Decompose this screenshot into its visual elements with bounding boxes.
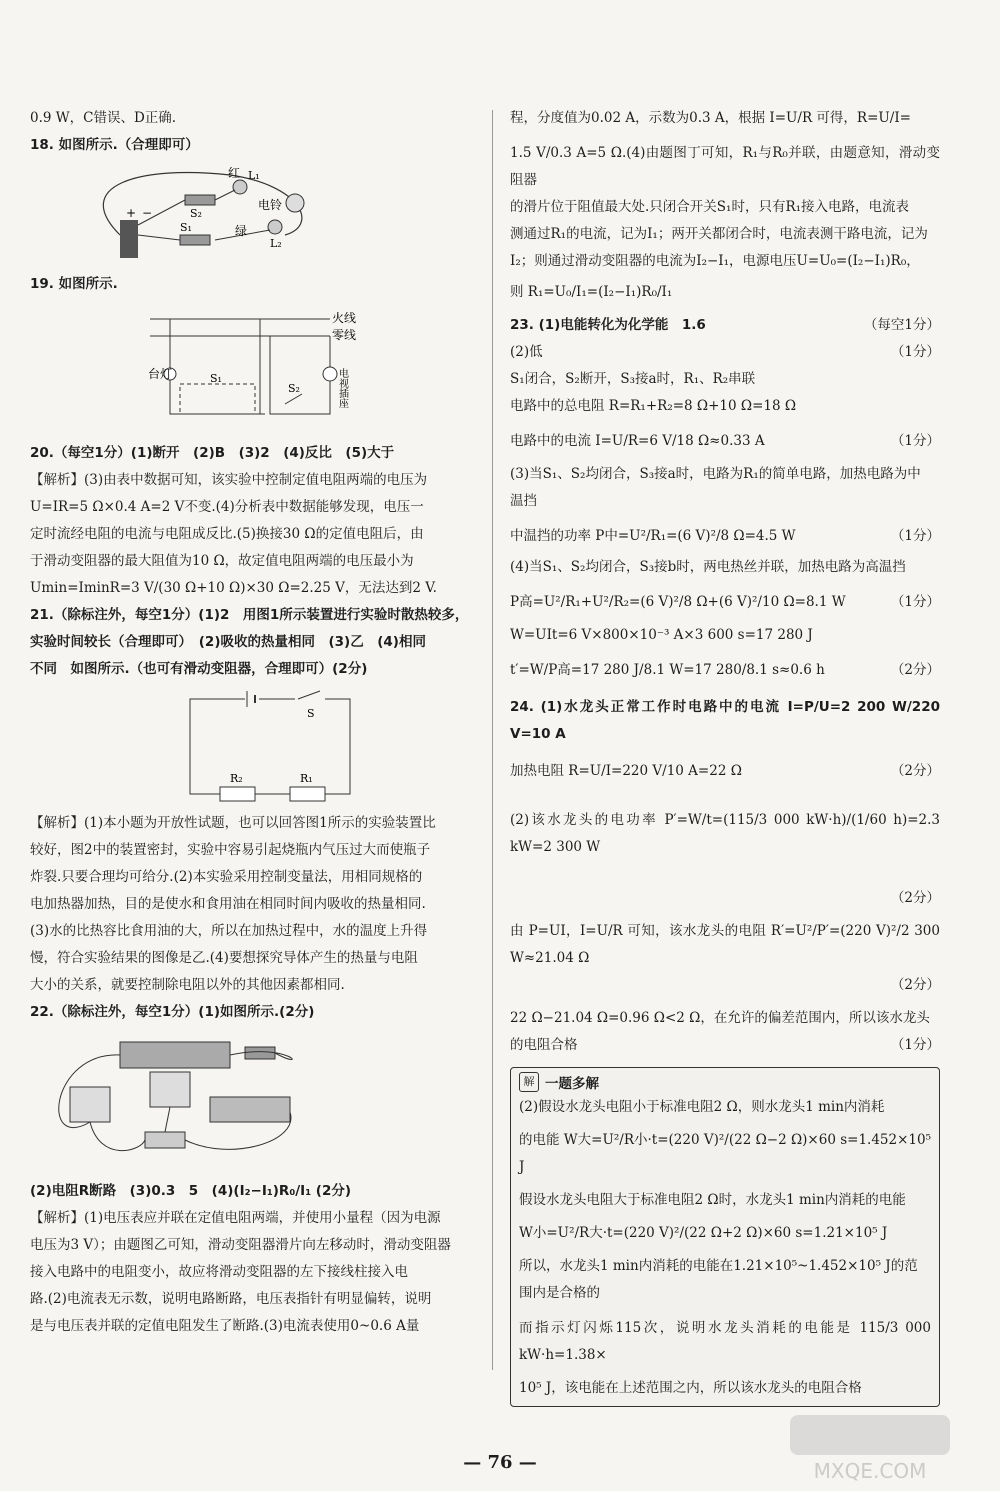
l1-label: L₁ [248, 169, 260, 182]
tv-socket-icon [323, 367, 337, 381]
resistor-r1 [290, 787, 325, 801]
text-line: (3)水的比热容比食用油的大，所以在加热过程中，水的温度上升得 [30, 923, 428, 939]
text-line: 0.9 W，C错误、D正确. [30, 110, 177, 126]
answer-row [510, 339, 940, 366]
answer-row [510, 758, 940, 785]
box-title: 一题多解 [545, 1076, 599, 1092]
text-line: 22 Ω−21.04 Ω=0.96 Ω<2 Ω，在允许的偏差范围内，所以该水龙头 [510, 1010, 930, 1026]
s1-label: S₁ [210, 372, 222, 385]
q19-heading: 19. 如图所示. [30, 276, 118, 292]
text-line: 【解析】(1)电压表应并联在定值电阻两端，并使用小量程（因为电源 [30, 1210, 441, 1226]
lamp-label: 台灯 [148, 367, 173, 381]
resistor-icon [145, 1132, 185, 1148]
plus-label: + [126, 206, 137, 220]
s2-label: S₂ [288, 382, 300, 395]
text-line: I₂；则通过滑动变阻器的电流为I₂−I₁，电源电压U=U₀=(I₂−I₁)R₀， [510, 253, 920, 269]
text-line: U=IR=5 Ω×0.4 A=2 V不变.(4)分析表中数据能够发现，电压一 [30, 499, 424, 515]
text-line: S₁闭合，S₂断开，S₃接a时，R₁、R₂串联 [510, 371, 756, 387]
minus-label: − [142, 206, 153, 220]
text-line: 测通过R₁的电流，记为I₁；两开关都闭合时，电流表测干路电流，记为 [510, 226, 928, 242]
score: （每空1分） [863, 317, 940, 333]
battery-icon [120, 220, 138, 258]
text-line: 路.(2)电流表无示数，说明电路断路，电压表指针有明显偏转，说明 [30, 1291, 432, 1307]
text: 的电阻合格 [510, 1037, 578, 1053]
text-line: (4)当S₁、S₂均闭合，S₃接b时，两电热丝并联，加热电路为高温挡 [510, 559, 906, 575]
text-line: Umin=IminR=3 V/(30 Ω+10 Ω)×30 Ω=2.25 V，无法达到2 V. [30, 580, 437, 596]
lamp-l2-icon [268, 220, 282, 234]
fig21-circuit [30, 689, 360, 804]
answer-row [510, 523, 940, 550]
answer-row [510, 589, 940, 616]
right-column [510, 105, 940, 1407]
text-line: 实验时间较长（合理即可） (2)吸收的热量相同 (3)乙 (4)相同 [30, 634, 426, 650]
text-line: (2)电阻R断路 (3)0.3 5 (4)(I₂−I₁)R₀/I₁ (2分) [30, 1183, 352, 1199]
score: （2分） [890, 662, 940, 678]
score: （1分） [890, 433, 940, 449]
text: t′=W/P高=17 280 J/8.1 W=17 280/8.1 s≈0.6 h [510, 662, 825, 678]
text-line: 电加热器加热，目的是使水和食用油在相同时间内吸收的热量相同. [30, 896, 426, 912]
text-line: 的电能 W大=U²/R小·t=(220 V)²/(22 Ω−2 Ω)×60 s=1.452×10⁵ J [519, 1132, 931, 1175]
switch-s2-icon [185, 195, 215, 205]
page-number: — 76 — [463, 1452, 537, 1473]
zero-line-label: 零线 [332, 328, 357, 342]
fig18-circuit [30, 165, 310, 265]
text-line: (2)假设水龙头电阻小于标准电阻2 Ω，则水龙头1 min内消耗 [519, 1099, 885, 1115]
svg-text:MXQE.COM: MXQE.COM [813, 1459, 927, 1483]
text: 加热电阻 R=U/I=220 V/10 A=22 Ω [510, 763, 742, 779]
answer-row [510, 657, 940, 684]
s1-label: S₁ [180, 221, 192, 234]
score: （1分） [890, 344, 940, 360]
q24-heading: 24. (1)水龙头正常工作时电路中的电流 I=P/U=2 200 W/220 V=10 A [510, 699, 940, 742]
switch-s2-icon [285, 394, 302, 404]
tv-socket-label: 电视插座 [336, 368, 348, 408]
fire-line-label: 火线 [332, 311, 357, 325]
q22-heading: 22.（除标注外，每空1分）(1)如图所示.(2分) [30, 1004, 315, 1020]
fig19-circuit [30, 304, 357, 434]
answer-row [510, 428, 940, 455]
text-line: 不同 如图所示.（也可有滑动变阻器，合理即可）(2分) [30, 661, 368, 677]
bell-label: 电铃 [258, 198, 283, 212]
text-line: 慢，符合实验结果的图像是乙.(4)要想探究导体产生的热量与电阻 [30, 950, 418, 966]
text-line: 较好，图2中的装置密封，实验中容易引起烧瓶内气压过大而使瓶子 [30, 842, 431, 858]
box-header [519, 1072, 931, 1092]
score: （2分） [890, 890, 940, 906]
s2-label: S₂ [190, 207, 202, 220]
text: 中温挡的功率 P中=U²/R₁=(6 V)²/8 Ω=4.5 W [510, 528, 796, 544]
score: （1分） [890, 1037, 940, 1053]
text-line: 大小的关系，就要控制除电阻以外的其他因素都相同. [30, 977, 345, 993]
bell-icon [286, 194, 304, 212]
left-column [30, 105, 485, 1340]
resistor-r2 [220, 787, 255, 801]
switch-icon [245, 1047, 275, 1059]
text-line: 程，分度值为0.02 A，示数为0.3 A，根据 I=U/R 可得，R=U/I= [510, 110, 911, 126]
watermark-logo [760, 1410, 980, 1485]
text-line: (3)当S₁、S₂均闭合，S₃接a时，电路为R₁的简单电路，加热电路为中 [510, 466, 921, 482]
text-line: 是与电压表并联的定值电阻发生了断路.(3)电流表使用0~0.6 A量 [30, 1318, 420, 1334]
text-line: 电压为3 V）；由题图乙可知，滑动变阻器滑片向左移动时，滑动变阻器 [30, 1237, 451, 1253]
solution-badge-icon: 解 [519, 1072, 539, 1092]
text: P高=U²/R₁+U²/R₂=(6 V)²/8 Ω+(6 V)²/10 Ω=8.1 W [510, 594, 846, 610]
text-line: 1.5 V/0.3 A=5 Ω.(4)由题图丁可知，R₁与R₀并联，由题意知，滑动变阻器 [510, 145, 940, 188]
green-label: 绿 [235, 224, 248, 238]
text-line: 温挡 [510, 493, 537, 509]
text-line: 则 R₁=U₀/I₁=(I₂−I₁)R₀/I₁ [510, 284, 673, 300]
text-line: 假设水龙头电阻大于标准电阻2 Ω时，水龙头1 min内消耗的电能 [519, 1192, 906, 1208]
text-line: W小=U²/R大·t=(220 V)²/(22 Ω+2 Ω)×60 s=1.21×10⁵ J [519, 1225, 888, 1241]
text-line: 【解析】(3)由表中数据可知，该实验中控制定值电阻两端的电压为 [30, 472, 428, 488]
fig22-circuit [30, 1032, 330, 1172]
text-line: 由 P=UI，I=U/R 可知，该水龙头的电阻 R′=U²/P′=(220 V)²/2 300 W≈21.04 Ω [510, 923, 940, 966]
column-divider [492, 110, 493, 1370]
answer-row [510, 885, 940, 912]
switch-s1-icon [180, 235, 210, 245]
voltmeter-icon [70, 1087, 110, 1122]
q23-row [510, 312, 940, 339]
text-line: 【解析】(1)本小题为开放性试题，也可以回答图1所示的实验装置比 [30, 815, 436, 831]
text: (2)低 [510, 344, 543, 360]
text-line: 所以，水龙头1 min内消耗的电能在1.21×10⁵~1.452×10⁵ J的范 [519, 1258, 918, 1274]
text-line: 10⁵ J，该电能在上述范围之内，所以该水龙头的电阻合格 [519, 1380, 862, 1396]
answer-row [510, 972, 940, 999]
text-line: 而指示灯闪烁115次，说明水龙头消耗的电能是 115/3 000 kW·h=1.38× [519, 1320, 931, 1363]
l2-label: L₂ [270, 237, 282, 250]
q20-heading: 20.（每空1分）(1)断开 (2)B (3)2 (4)反比 (5)大于 [30, 445, 395, 461]
text-line: 的滑片位于阻值最大处.只闭合开关S₁时，只有R₁接入电路，电流表 [510, 199, 910, 215]
answer-row [510, 1032, 940, 1059]
text-line: W=UIt=6 V×800×10⁻³ A×3 600 s=17 280 J [510, 627, 813, 643]
text: 电路中的电流 I=U/R=6 V/18 Ω≈0.33 A [510, 433, 765, 449]
score: （1分） [890, 528, 940, 544]
lamp-l1-icon [233, 180, 247, 194]
q18-heading: 18. 如图所示.（合理即可） [30, 137, 199, 153]
text-line: 于滑动变阻器的最大阻值为10 Ω，故定值电阻两端的电压最小为 [30, 553, 414, 569]
text-line: 电路中的总电阻 R=R₁+R₂=8 Ω+10 Ω=18 Ω [510, 398, 797, 414]
q23-heading: 23. (1)电能转化为化学能 1.6 [510, 317, 706, 333]
multi-solution-box [510, 1067, 940, 1407]
text-line: 炸裂.只要合理均可给分.(2)本实验采用控制变量法，用相同规格的 [30, 869, 423, 885]
text-line: 围内是合格的 [519, 1285, 600, 1301]
ammeter-icon [150, 1072, 190, 1107]
score: （2分） [890, 977, 940, 993]
rheostat-icon [210, 1097, 290, 1122]
q21-heading: 21.（除标注外，每空1分）(1)2 用图1所示装置进行实验时散热较多， [30, 607, 469, 623]
switch-label: S [307, 707, 315, 720]
text-line: 定时流经电阻的电流与电阻成反比.(5)换接30 Ω的定值电阻后，由 [30, 526, 424, 542]
text-line: (2)该水龙头的电功率 P′=W/t=(115/3 000 kW·h)/(1/60 h)=2.3 kW=2 300 W [510, 812, 940, 855]
score: （2分） [890, 763, 940, 779]
r1-label: R₁ [300, 772, 313, 785]
score: （1分） [890, 594, 940, 610]
r2-label: R₂ [230, 772, 243, 785]
text-line: 接入电路中的电阻变小，故应将滑动变阻器的左下接线柱接入电 [30, 1264, 408, 1280]
battery-icon [120, 1042, 230, 1068]
red-label: 红 [228, 166, 241, 180]
